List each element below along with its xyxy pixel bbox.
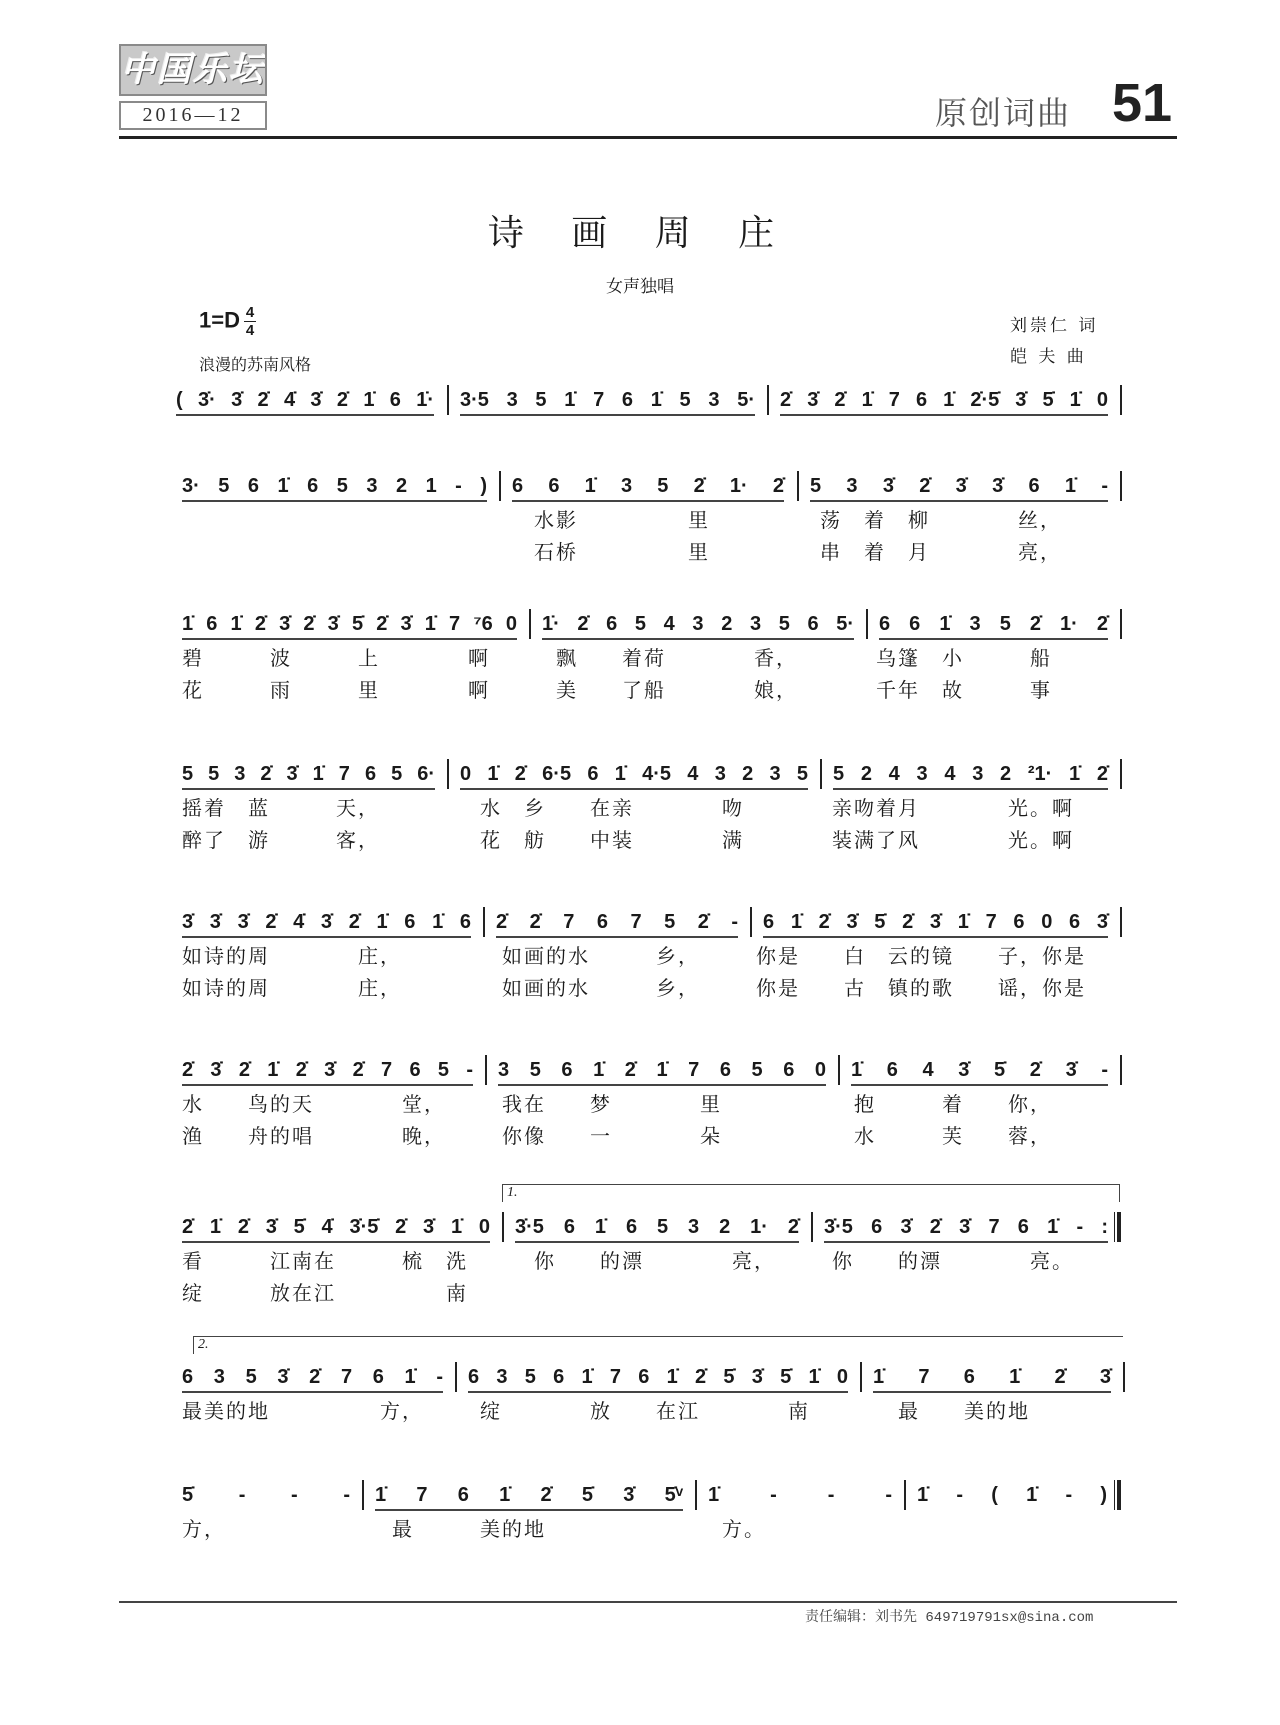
lyrics-verse-1: 如诗的周 庄， 如画的水 乡， 你是 白 云的镜 子，你是 xyxy=(182,944,1086,968)
measure: 2̇ 3̇ 2̇ 1̇ 2̇ 3̇ 2̇ 7 6 5 - xyxy=(182,1056,473,1086)
measure: 2̇ 2̇ 7 6 7 5 2̇ - xyxy=(496,908,738,938)
barline xyxy=(866,609,868,639)
measure: 3̇·5 6 1̇ 6 5 3 2 1· 2̇ xyxy=(515,1213,799,1243)
lyrics-verse-1: 碧 波 上 啊 飘 着荷 香， 乌篷 小 船 xyxy=(182,646,1052,670)
barline xyxy=(447,759,449,789)
lyrics-verse-1: 水 鸟的天 堂， 我在 梦 里 抱 着 你， xyxy=(182,1092,1052,1116)
song-title: 诗 画 周 庄 xyxy=(487,213,793,254)
lyrics-verse-2: 石桥 里 串 着 月 亮， xyxy=(182,540,1062,564)
footer-rule xyxy=(119,1601,1177,1603)
barline xyxy=(1120,1055,1122,1085)
time-top: 4 xyxy=(245,304,255,321)
measure: 1̇ - ( 1̇ - ) xyxy=(917,1484,1107,1506)
barline xyxy=(820,759,822,789)
measure: 3̇·5 6 3̇ 2̇ 3̇ 7 6 1̇ - : xyxy=(824,1213,1108,1243)
barline xyxy=(838,1055,840,1085)
lyrics-verse-1: 水影 里 荡 着 柳 丝， xyxy=(182,508,1062,532)
lyricist: 刘崇仁 词 xyxy=(1010,316,1099,336)
lyrics-verse-1: 方， 最 美的地 方。 xyxy=(182,1517,766,1541)
barline xyxy=(447,385,449,415)
lyrics-verse-2: 花 雨 里 啊 美 了船 娘， 千年 故 事 xyxy=(182,678,1052,702)
barline xyxy=(1123,1362,1125,1392)
barline xyxy=(750,907,752,937)
lyrics-verse-2: 渔 舟的唱 晚， 你像 一 朵 水 芙 蓉， xyxy=(182,1124,1052,1148)
barline xyxy=(485,1055,487,1085)
barline xyxy=(483,907,485,937)
measure: ( 3̇· 3̇ 2̇ 4̇ 3̇ 2̇ 1̇ 6 1̇· xyxy=(176,386,434,416)
barline xyxy=(767,385,769,415)
measure: 1̇ - - - xyxy=(708,1484,892,1506)
measure: 1̇ 7 6 1̇ 2̇ 3̇ xyxy=(873,1363,1111,1393)
measure: 1̇· 2̇ 6 5 4 3 2 3 5 6 5· xyxy=(542,610,854,640)
time-signature xyxy=(244,305,256,338)
barline xyxy=(860,1362,862,1392)
measure: 2̇ 1̇ 2̇ 3̇ 5̇ 4̇ 3̇·5̇ 2̇ 3̇ 1̇ 0 xyxy=(182,1213,490,1243)
measure: 3· 5 6 1̇ 6 5 3 2 1 - ) xyxy=(182,472,487,502)
first-ending-bracket xyxy=(502,1184,1120,1202)
barline xyxy=(1120,759,1122,789)
key: 1=D xyxy=(199,307,240,333)
volta-2-label: 2. xyxy=(198,1337,209,1352)
composer: 皑 夫 曲 xyxy=(1010,347,1087,367)
time-bottom: 4 xyxy=(245,322,255,339)
measure: 6 6 1̇ 3 5 2̇ 1· 2̇ xyxy=(512,472,784,502)
measure: 6 3 5 3̇ 2̇ 7 6 1̇ - xyxy=(182,1363,443,1393)
barline xyxy=(529,609,531,639)
lyrics-verse-1: 摇着 蓝 天， 水 乡 在亲 吻 亲吻着月 光。啊 xyxy=(182,796,1074,820)
second-ending-bracket xyxy=(193,1336,1123,1354)
measure: 3 5 6 1̇ 2̇ 1̇ 7 6 5 6 0 xyxy=(498,1056,826,1086)
editor: 责任编辑：刘书先 xyxy=(805,1610,917,1626)
barline xyxy=(811,1212,813,1242)
final-barline xyxy=(1114,1480,1121,1510)
issue-number: 2016—12 xyxy=(119,101,267,130)
barline xyxy=(362,1480,364,1510)
measure: 5̇ - - - xyxy=(182,1484,350,1506)
lyrics-verse-1: 最美的地 方， 绽 放 在江 南 最 美的地 xyxy=(182,1399,1030,1423)
measure: 3·5 3 5 1̇ 7 6 1̇ 5 3 5· xyxy=(460,386,755,416)
footer-credit xyxy=(805,1606,1093,1626)
section-title: 原创词曲 xyxy=(935,94,1072,132)
key-signature xyxy=(199,305,256,338)
barline xyxy=(1120,385,1122,415)
measure: 5 5 3 2̇ 3̇ 1̇ 7 6 5 6· xyxy=(182,760,435,790)
barline xyxy=(1120,609,1122,639)
barline xyxy=(904,1480,906,1510)
lyrics-verse-2: 如诗的周 庄， 如画的水 乡， 你是 古 镇的歌 谣，你是 xyxy=(182,976,1086,1000)
barline xyxy=(797,471,799,501)
barline xyxy=(455,1362,457,1392)
barline xyxy=(502,1212,504,1242)
barline xyxy=(695,1480,697,1510)
measure: 1̇ 6 4 3̇ 5̇ 2̇ 3̇ - xyxy=(851,1056,1108,1086)
measure: 1̇ 7 6 1̇ 2̇ 5̇ 3̇ 5̇ᵛ xyxy=(375,1481,683,1511)
repeat-end-barline xyxy=(1114,1212,1121,1242)
editor-email: 649719791sx@sina.com xyxy=(925,1610,1094,1626)
measure: 5 2 4 3 4 3 2 ²1· 1̇ 2̇ xyxy=(833,760,1108,790)
song-subtitle: 女声独唱 xyxy=(606,277,674,297)
measure: 1̇ 6 1̇ 2̇ 3̇ 2̇ 3̇ 5̇ 2̇ 3̇ 1̇ 7 ⁷6 0 xyxy=(182,610,517,640)
measure: 6 1̇ 2̇ 3̇ 5̇ 2̇ 3̇ 1̇ 7 6 0 6 3̇ xyxy=(763,908,1108,938)
measure: 5 3 3̇ 2̇ 3̇ 3̇ 6 1̇ - xyxy=(810,472,1108,502)
magazine-logo: 中国乐坛 xyxy=(119,44,267,96)
barline xyxy=(1120,907,1122,937)
measure: 2̇ 3̇ 2̇ 1̇ 7 6 1̇ 2̇·5̇ 3̇ 5̇ 1̇ 0 xyxy=(780,386,1108,416)
measure: 6 3 5 6 1̇ 7 6 1̇ 2̇ 5̇ 3̇ 5̇ 1̇ 0 xyxy=(468,1363,848,1393)
style-marking: 浪漫的苏南风格 xyxy=(199,355,312,374)
volta-1-label: 1. xyxy=(507,1185,518,1200)
lyrics-verse-2: 醉了 游 客， 花 舫 中装 满 装满了风 光。啊 xyxy=(182,828,1074,852)
lyrics-verse-2: 绽 放在江 南 xyxy=(182,1281,468,1305)
page-number: 51 xyxy=(1112,73,1173,133)
measure: 0 1̇ 2̇ 6·5 6 1̇ 4·5 4 3 2 3 5 xyxy=(460,760,808,790)
lyrics-verse-1: 看 江南在 梳 洗 你 的漂 亮， 你 的漂 亮。 xyxy=(182,1249,1074,1273)
barline xyxy=(1120,471,1122,501)
barline xyxy=(499,471,501,501)
header-rule xyxy=(119,136,1177,139)
measure: 6 6 1̇ 3 5 2̇ 1· 2̇ xyxy=(879,610,1108,640)
measure: 3̇ 3̇ 3̇ 2̇ 4̇ 3̇ 2̇ 1̇ 6 1̇ 6 xyxy=(182,908,471,938)
